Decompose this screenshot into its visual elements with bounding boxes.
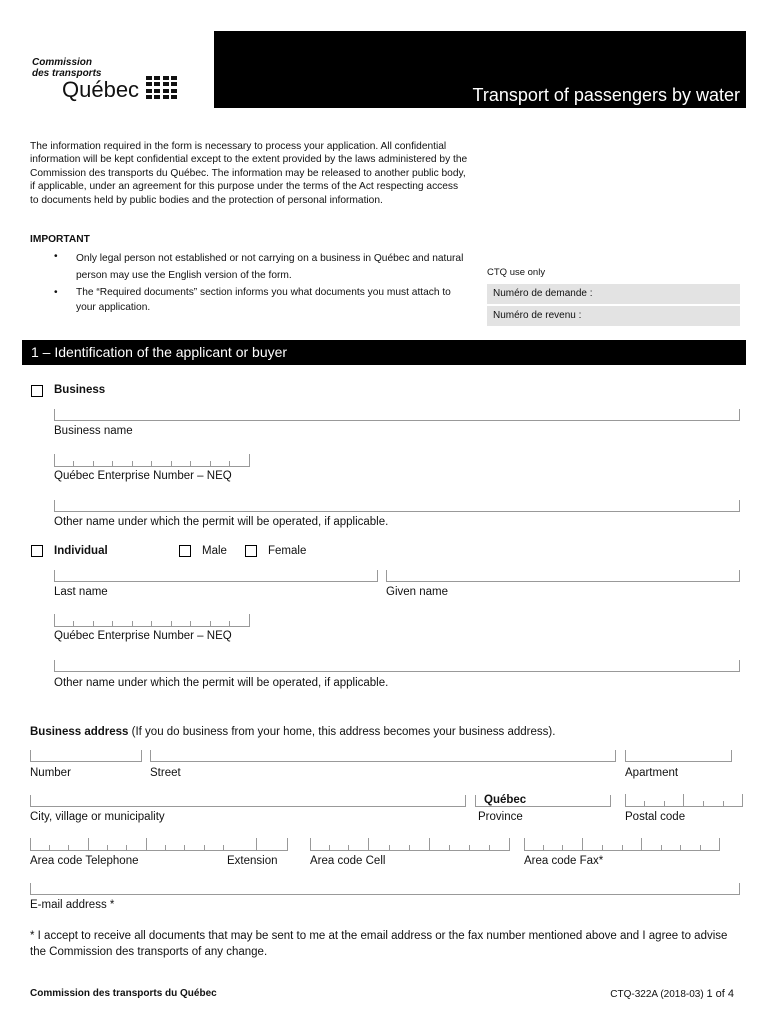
page-indicator: 1 of 4 xyxy=(706,988,734,1000)
number-label: Number xyxy=(30,767,71,779)
email-input[interactable] xyxy=(30,883,740,895)
org-line-1: Commission xyxy=(32,57,93,68)
business-name-label: Business name xyxy=(54,425,133,437)
apartment-input[interactable] xyxy=(625,750,732,762)
male-label: Male xyxy=(202,545,227,557)
intro-paragraph: The information required in the form is necessary to process your application. All confidential information will be kept confidential except to the extent provided by the laws administered by the Commission des transports du Québec. The information may be released to another public body, if applicable, under an agreement for this purpose under the terms of the Act respecting access to documents held by public bodies and the protection of personal information. xyxy=(30,141,468,206)
footer-organization: Commission des transports du Québec xyxy=(30,988,217,999)
business-neq-label: Québec Enterprise Number – NEQ xyxy=(54,470,232,482)
bullet-dot: • xyxy=(54,287,58,298)
ctq-revenue-number-box: Numéro de revenu : xyxy=(487,306,740,326)
business-address-note: (If you do business from your home, this address becomes your business address). xyxy=(128,726,556,738)
email-label: E-mail address * xyxy=(30,899,115,911)
business-checkbox[interactable] xyxy=(31,385,43,397)
last-name-label: Last name xyxy=(54,586,108,598)
individual-other-name-input[interactable] xyxy=(54,660,740,672)
postal-code-input[interactable] xyxy=(625,795,743,807)
individual-neq-input[interactable] xyxy=(54,615,250,627)
area-code-cell-label: Area code Cell xyxy=(310,855,386,867)
cell-input[interactable] xyxy=(310,839,510,851)
ctq-request-number-box: Numéro de demande : xyxy=(487,284,740,304)
female-checkbox[interactable] xyxy=(245,545,257,557)
apartment-label: Apartment xyxy=(625,767,679,779)
individual-checkbox[interactable] xyxy=(31,545,43,557)
city-input[interactable] xyxy=(30,795,466,807)
business-address-title: Business address xyxy=(30,726,129,738)
org-logo-text xyxy=(32,57,101,79)
given-name-label: Given name xyxy=(386,586,449,598)
form-code: CTQ-322A (2018-03) xyxy=(610,989,704,1000)
street-input[interactable] xyxy=(150,750,616,762)
business-other-name-label: Other name under which the permit will be operated, if applicable. xyxy=(54,516,389,528)
area-code-telephone-label: Area code Telephone xyxy=(30,855,139,867)
title-banner xyxy=(214,31,746,108)
province-value: Québec xyxy=(484,794,527,806)
telephone-input[interactable] xyxy=(30,839,288,851)
street-label: Street xyxy=(150,767,181,779)
section-1-header: 1 – Identification of the applicant or buyer xyxy=(22,340,746,365)
page-title: Transport of passengers by water xyxy=(472,85,740,105)
fax-input[interactable] xyxy=(524,839,720,851)
address-number-input[interactable] xyxy=(30,750,142,762)
business-address-heading xyxy=(30,726,555,738)
footer-form-info xyxy=(610,988,734,1000)
bullet-item: • The “Required documents” section informs you what documents you must attach to your application. xyxy=(54,287,451,313)
individual-other-name-label: Other name under which the permit will be operated, if applicable. xyxy=(54,677,389,689)
org-name: Québec xyxy=(62,77,140,102)
consent-note: * I accept to receive all documents that may be sent to me at the email address or the fax number mentioned above and I agree to advise the Commission des transports of any change. xyxy=(30,930,728,958)
ctq-use-only-label: CTQ use only xyxy=(487,267,546,278)
org-line-2: des transports xyxy=(32,68,102,79)
business-neq-input[interactable] xyxy=(54,455,250,467)
male-checkbox[interactable] xyxy=(179,545,191,557)
quebec-flag-icon xyxy=(146,76,178,100)
business-label: Business xyxy=(54,384,106,396)
last-name-input[interactable] xyxy=(54,570,378,582)
postal-code-label: Postal code xyxy=(625,811,686,823)
individual-label: Individual xyxy=(54,545,108,557)
given-name-input[interactable] xyxy=(386,570,740,582)
extension-label: Extension xyxy=(227,855,278,867)
bullet-dot: • xyxy=(54,251,58,262)
business-name-input[interactable] xyxy=(54,409,740,421)
business-other-name-input[interactable] xyxy=(54,500,740,512)
important-heading: IMPORTANT xyxy=(30,234,90,245)
city-label: City, village or municipality xyxy=(30,811,165,823)
bullet-item: • Only legal person not established or not carrying on a business in Québec and natural person may use the English version of the form. xyxy=(54,251,464,281)
individual-neq-label: Québec Enterprise Number – NEQ xyxy=(54,630,232,642)
female-label: Female xyxy=(268,545,307,557)
area-code-fax-label: Area code Fax* xyxy=(524,855,604,867)
province-label: Province xyxy=(478,811,523,823)
